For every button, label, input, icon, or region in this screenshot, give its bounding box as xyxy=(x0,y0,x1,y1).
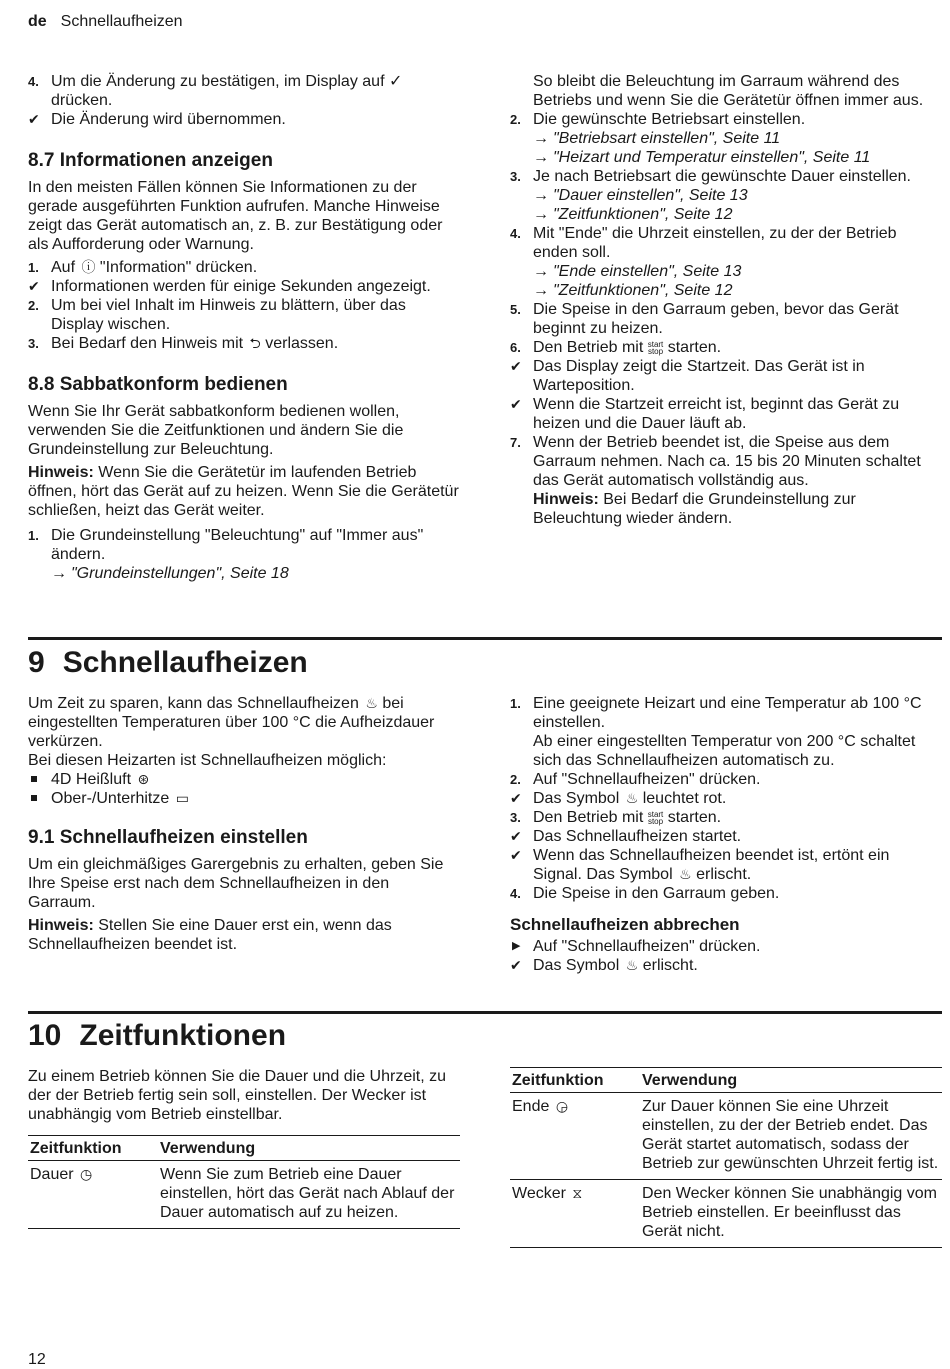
step-sabbat-6: 6. Den Betrieb mit start stop starten. xyxy=(510,339,722,356)
language-code: de xyxy=(28,13,47,30)
time-function-table-left xyxy=(28,1135,460,1229)
column-header: Zeitfunktion xyxy=(510,1068,640,1093)
abort-result: ✔ Das Symbol ♨ erlischt. xyxy=(510,957,698,974)
column-header: Zeitfunktion xyxy=(28,1136,158,1161)
chapter-9-left xyxy=(28,694,460,958)
bullet-icon xyxy=(31,776,37,782)
end-time-icon: ◶ xyxy=(555,1098,569,1114)
arrow-right-icon: → xyxy=(51,565,67,582)
section-heading-8-7: 8.7 Informationen anzeigen xyxy=(28,150,273,171)
section-heading-9-1: 9.1 Schnellaufheizen einstellen xyxy=(28,827,308,848)
check-icon: ✔ xyxy=(28,278,40,294)
result-rapid-3a: ✔ Das Schnellaufheizen startet. xyxy=(510,828,742,845)
top-bottom-heat-icon: ▭ xyxy=(175,790,189,806)
ref-heizart[interactable]: → "Heizart und Temperatur einstellen", Seite 11 xyxy=(533,149,871,166)
step-rapid-3: 3. Den Betrieb mit start stop starten. xyxy=(510,809,722,826)
table-cell-name: Wecker ⧖ xyxy=(510,1180,640,1248)
header-title: Schnellaufheizen xyxy=(60,13,183,30)
step-sabbat-2: 2. Die gewünschte Betriebsart einstellen. xyxy=(510,111,806,128)
start-stop-icon: start stop xyxy=(647,339,664,356)
left-column-top xyxy=(28,72,460,583)
step-rapid-2: 2. Auf "Schnellaufheizen" drücken. xyxy=(510,771,761,788)
step-info-2: 2. Um bei viel Inhalt im Hinweis zu blättern, über das Display wischen. xyxy=(28,297,406,333)
chapter-divider xyxy=(28,1011,942,1014)
result-sabbat-6a: ✔ Das Display zeigt die Startzeit. Das Gerät ist in Warteposition. xyxy=(510,358,865,394)
duration-icon: ◷ xyxy=(80,1166,93,1182)
check-icon: ✔ xyxy=(510,396,522,412)
arrow-right-icon: → xyxy=(533,187,549,204)
check-icon: ✔ xyxy=(510,790,522,806)
table-cell-use: Den Wecker können Sie unabhängig vom Betrieb einstellen. Er beeinflusst das Gerät nicht. xyxy=(640,1180,942,1248)
time-function-table-right xyxy=(510,1067,942,1248)
table-header-row xyxy=(28,1136,460,1161)
ref-dauer[interactable]: → "Dauer einstellen", Seite 13 xyxy=(533,187,748,204)
chapter-9-right xyxy=(510,694,942,975)
step-sabbat-5: 5. Die Speise in den Garraum geben, bevor das Gerät beginnt zu heizen. xyxy=(510,301,899,337)
rapid-heat-icon: ♨ xyxy=(625,957,639,973)
step-sabbat-1: 1. Die Grundeinstellung "Beleuchtung" auf "Immer aus" ändern. xyxy=(28,527,424,563)
arrow-right-icon: → xyxy=(533,263,549,280)
heating-mode-item: 4D Heißluft ⊛ xyxy=(28,770,460,789)
step-sabbat-3: 3. Je nach Betriebsart die gewünschte Dauer einstellen. xyxy=(510,168,911,185)
ref-grundeinstellungen[interactable]: → "Grundeinstellungen", Seite 18 xyxy=(51,565,289,582)
table-cell-use: Zur Dauer können Sie eine Uhrzeit einstellen, zu der der Betrieb endet. Das Gerät startet automatisch, sodass der Betrieb zur gewünschten Uhrzeit fertig ist. xyxy=(640,1093,942,1180)
result-confirm: ✔ Die Änderung wird übernommen. xyxy=(28,111,286,128)
ref-ende[interactable]: → "Ende einstellen", Seite 13 xyxy=(533,263,742,280)
table-row xyxy=(510,1093,942,1180)
check-icon: ✔ xyxy=(28,111,40,127)
chapter-divider xyxy=(28,637,942,640)
step-sabbat-7: 7. Wenn der Betrieb beendet ist, die Speise aus dem Garraum nehmen. Nach ca. 15 bis 20 Minuten schaltet das Gerät automatisch vollständig aus. xyxy=(510,434,921,489)
result-sabbat-6b: ✔ Wenn die Startzeit erreicht ist, beginnt das Gerät zu heizen und die Dauer läuft ab. xyxy=(510,396,900,432)
table-row xyxy=(28,1161,460,1229)
check-icon: ✔ xyxy=(510,957,522,973)
section-heading-8-8: 8.8 Sabbatkonform bedienen xyxy=(28,374,288,395)
triangle-right-icon: ▶ xyxy=(512,940,521,952)
page-number: 12 xyxy=(28,1351,46,1368)
heating-mode-item: Ober-/Unterhitze ▭ xyxy=(28,789,460,808)
abort-heading: Schnellaufheizen abbrechen xyxy=(510,915,740,934)
column-header: Verwendung xyxy=(640,1068,942,1093)
section-9-1-hint: Hinweis: Stellen Sie eine Dauer erst ein, wenn das Schnellaufheizen beendet ist. xyxy=(28,917,392,953)
section-8-8-hint: Hinweis: Wenn Sie die Gerätetür im laufenden Betrieb öffnen, hört das Gerät auf zu heizen. Wenn Sie die Gerätetür schließen, heizt das Gerät weiter. xyxy=(28,464,459,519)
chapter-9-intro-2: Bei diesen Heizarten ist Schnellaufheizen möglich: xyxy=(28,752,387,769)
step-rapid-1: 1. Eine geeignete Heizart und eine Temperatur ab 100 °C einstellen. Ab einer eingestellten Temperatur von 200 °C schaltet sich das Schnellaufheizen automatisch zu. xyxy=(510,695,922,769)
continuation-text: So bleibt die Beleuchtung im Garraum während des Betriebs und wenn Sie die Gerätetür öffnen immer aus. xyxy=(533,73,924,109)
table-header-row xyxy=(510,1068,942,1093)
ref-betriebsart[interactable]: → "Betriebsart einstellen", Seite 11 xyxy=(533,130,781,147)
section-8-8-intro: Wenn Sie Ihr Gerät sabbatkonform bedienen wollen, verwenden Sie die Zeitfunktionen und ändern Sie die Grundeinstellung zur Beleuchtung. xyxy=(28,403,404,458)
result-info-1: ✔ Informationen werden für einige Sekunden angezeigt. xyxy=(28,278,431,295)
chapter-9-intro: Um Zeit zu sparen, kann das Schnellaufheizen ♨ bei eingestellten Temperaturen über 100 °C die Aufheizdauer verkürzen. xyxy=(28,695,435,750)
step-rapid-4: 4. Die Speise in den Garraum geben. xyxy=(510,885,780,902)
check-icon: ✔ xyxy=(510,358,522,374)
info-icon: ⓘ xyxy=(81,259,96,275)
sabbat-hint: Hinweis: Bei Bedarf die Grundeinstellung zur Beleuchtung wieder ändern. xyxy=(533,491,856,527)
check-icon: ✔ xyxy=(510,847,522,863)
arrow-right-icon: → xyxy=(533,206,549,223)
abort-step: ▶ Auf "Schnellaufheizen" drücken. xyxy=(512,938,761,955)
chapter-10-intro: Zu einem Betrieb können Sie die Dauer und die Uhrzeit, zu der der Betrieb fertig sein soll, einstellen. Der Wecker ist unabhängig vom Betrieb einstellbar. xyxy=(28,1068,447,1123)
page-header xyxy=(28,12,183,31)
hot-air-icon: ⊛ xyxy=(137,771,150,787)
back-icon: ⮌ xyxy=(249,335,261,351)
timer-icon: ⧖ xyxy=(572,1185,583,1201)
result-rapid-3b: ✔ Wenn das Schnellaufheizen beendet ist, ertönt ein Signal. Das Symbol ♨ erlischt. xyxy=(510,847,890,883)
arrow-right-icon: → xyxy=(533,130,549,147)
step-info-3: 3. Bei Bedarf den Hinweis mit ⮌ verlassen. xyxy=(28,335,339,352)
ref-zeitfunktionen-2[interactable]: → "Zeitfunktionen", Seite 12 xyxy=(533,282,733,299)
step-sabbat-4: 4. Mit "Ende" die Uhrzeit einstellen, zu der der Betrieb enden soll. xyxy=(510,225,897,261)
rapid-heat-icon: ♨ xyxy=(365,695,378,711)
rapid-heat-icon: ♨ xyxy=(625,790,639,806)
ref-zeitfunktionen[interactable]: → "Zeitfunktionen", Seite 12 xyxy=(533,206,733,223)
section-8-7-intro: In den meisten Fällen können Sie Informationen zu der gerade ausgeführten Funktion aufrufen. Manche Hinweise zeigt das Gerät automatisch an, z. B. zur Bestätigung oder als Aufforderung oder Warnung. xyxy=(28,179,443,253)
table-row xyxy=(510,1180,942,1248)
step-info-1: 1. Auf ⓘ "Information" drücken. xyxy=(28,259,258,276)
right-column-top xyxy=(510,72,942,528)
arrow-right-icon: → xyxy=(533,149,549,166)
chapter-10-heading: 10 Zeitfunktionen xyxy=(28,1019,287,1052)
rapid-heat-icon: ♨ xyxy=(679,866,692,882)
result-rapid-2: ✔ Das Symbol ♨ leuchtet rot. xyxy=(510,790,727,807)
step-confirm: 4. Um die Änderung zu bestätigen, im Display auf ✓ drücken. xyxy=(28,73,403,109)
table-cell-name: Dauer ◷ xyxy=(28,1161,158,1229)
section-9-1-intro: Um ein gleichmäßiges Garergebnis zu erhalten, geben Sie Ihre Speise erst nach dem Schnellaufheizen in den Garraum. xyxy=(28,856,444,911)
column-header: Verwendung xyxy=(158,1136,460,1161)
table-cell-name: Ende ◶ xyxy=(510,1093,640,1180)
chapter-9-heading: 9 Schnellaufheizen xyxy=(28,646,308,679)
table-cell-use: Wenn Sie zum Betrieb eine Dauer einstellen, hört das Gerät nach Ablauf der Dauer automatisch auf zu heizen. xyxy=(158,1161,460,1229)
arrow-right-icon: → xyxy=(533,282,549,299)
start-stop-icon: start stop xyxy=(647,809,664,826)
check-icon: ✔ xyxy=(510,828,522,844)
bullet-icon xyxy=(31,795,37,801)
